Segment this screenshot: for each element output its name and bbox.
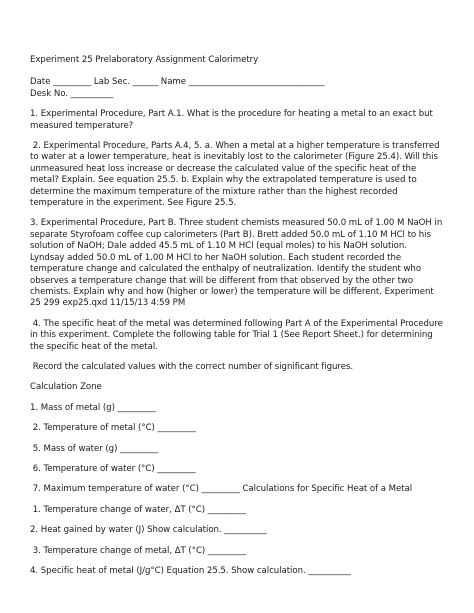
question-2: 2. Experimental Procedure, Parts A.4, 5. a. When a metal at a higher temperature is transferred to water at a lower temperature, heat is inevitably lost to the calorimeter (Figure 25.4). Will this unmeasured heat loss increase or decrease the calculated value of the specific heat of the metal? Explain. See equation 25.5. b. Explain why the extrapolated temperature is used to determine the maximum temperature of the mixture rather than the highest recorded temperature in the experiment. See Figure 25.5.: [30, 141, 443, 209]
record-instruction: Record the calculated values with the correct number of significant figures.: [30, 361, 354, 372]
item-temperature-of-metal: 2. Temperature of metal (°C) _________: [30, 423, 196, 434]
calculation-zone-heading: Calculation Zone: [30, 382, 102, 393]
item-heat-gained-by-water: 2. Heat gained by water (J) Show calculation. __________: [30, 525, 267, 536]
question-3: 3. Experimental Procedure, Part B. Three student chemists measured 50.0 mL of 1.00 M NaOH in separate Styrofoam coffee cup calorimeters (Part B). Brett added 50.0 mL of 1.10 M HCl to his solution of NaOH; Dale added 45.5 mL of 1.10 M HCl (equal moles) to his NaOH solution. Lyndsay added 50.0 mL of 1.00 M HCl to her NaOH solution. Each student recorded the temperature change and calculated the enthalpy of neutralization. Identify the student who observes a temperature change that will be different from that observed by the other two chemists. Explain why and how (higher or lower) the temperature will be different. Experiment 25 299 exp25.qxd 11/15/13 4:59 PM: [30, 218, 445, 309]
header-fields-line: Date _________ Lab Sec. ______ Name ________________________________: [30, 77, 325, 88]
document-title: Experiment 25 Prelaboratory Assignment Calorimetry: [30, 55, 259, 65]
item-mass-of-metal: 1. Mass of metal (g) _________: [30, 402, 156, 413]
item-max-temperature-of-water: 7. Maximum temperature of water (°C) _________ Calculations for Specific Heat of a Metal: [30, 484, 413, 495]
question-1: 1. Experimental Procedure, Part A.1. What is the procedure for heating a metal to an exact but measured temperature?: [30, 109, 436, 131]
item-temperature-change-water: 1. Temperature change of water, ΔT (°C) _________: [30, 504, 246, 515]
item-temperature-of-water: 6. Temperature of water (°C) _________: [30, 463, 196, 474]
item-temperature-change-metal: 3. Temperature change of metal, ΔT (°C) _________: [30, 545, 247, 556]
item-mass-of-water: 5. Mass of water (g) _________: [30, 443, 159, 454]
question-4: 4. The specific heat of the metal was determined following Part A of the Experimental Procedure in this experiment. Complete the following table for Trial 1 (See Report Sheet.) for determining the specific heat of the metal.: [30, 318, 446, 352]
desk-number-line: Desk No. __________: [30, 88, 114, 99]
item-specific-heat-of-metal: 4. Specific heat of metal (J/g°C) Equation 25.5. Show calculation. __________: [30, 566, 351, 576]
